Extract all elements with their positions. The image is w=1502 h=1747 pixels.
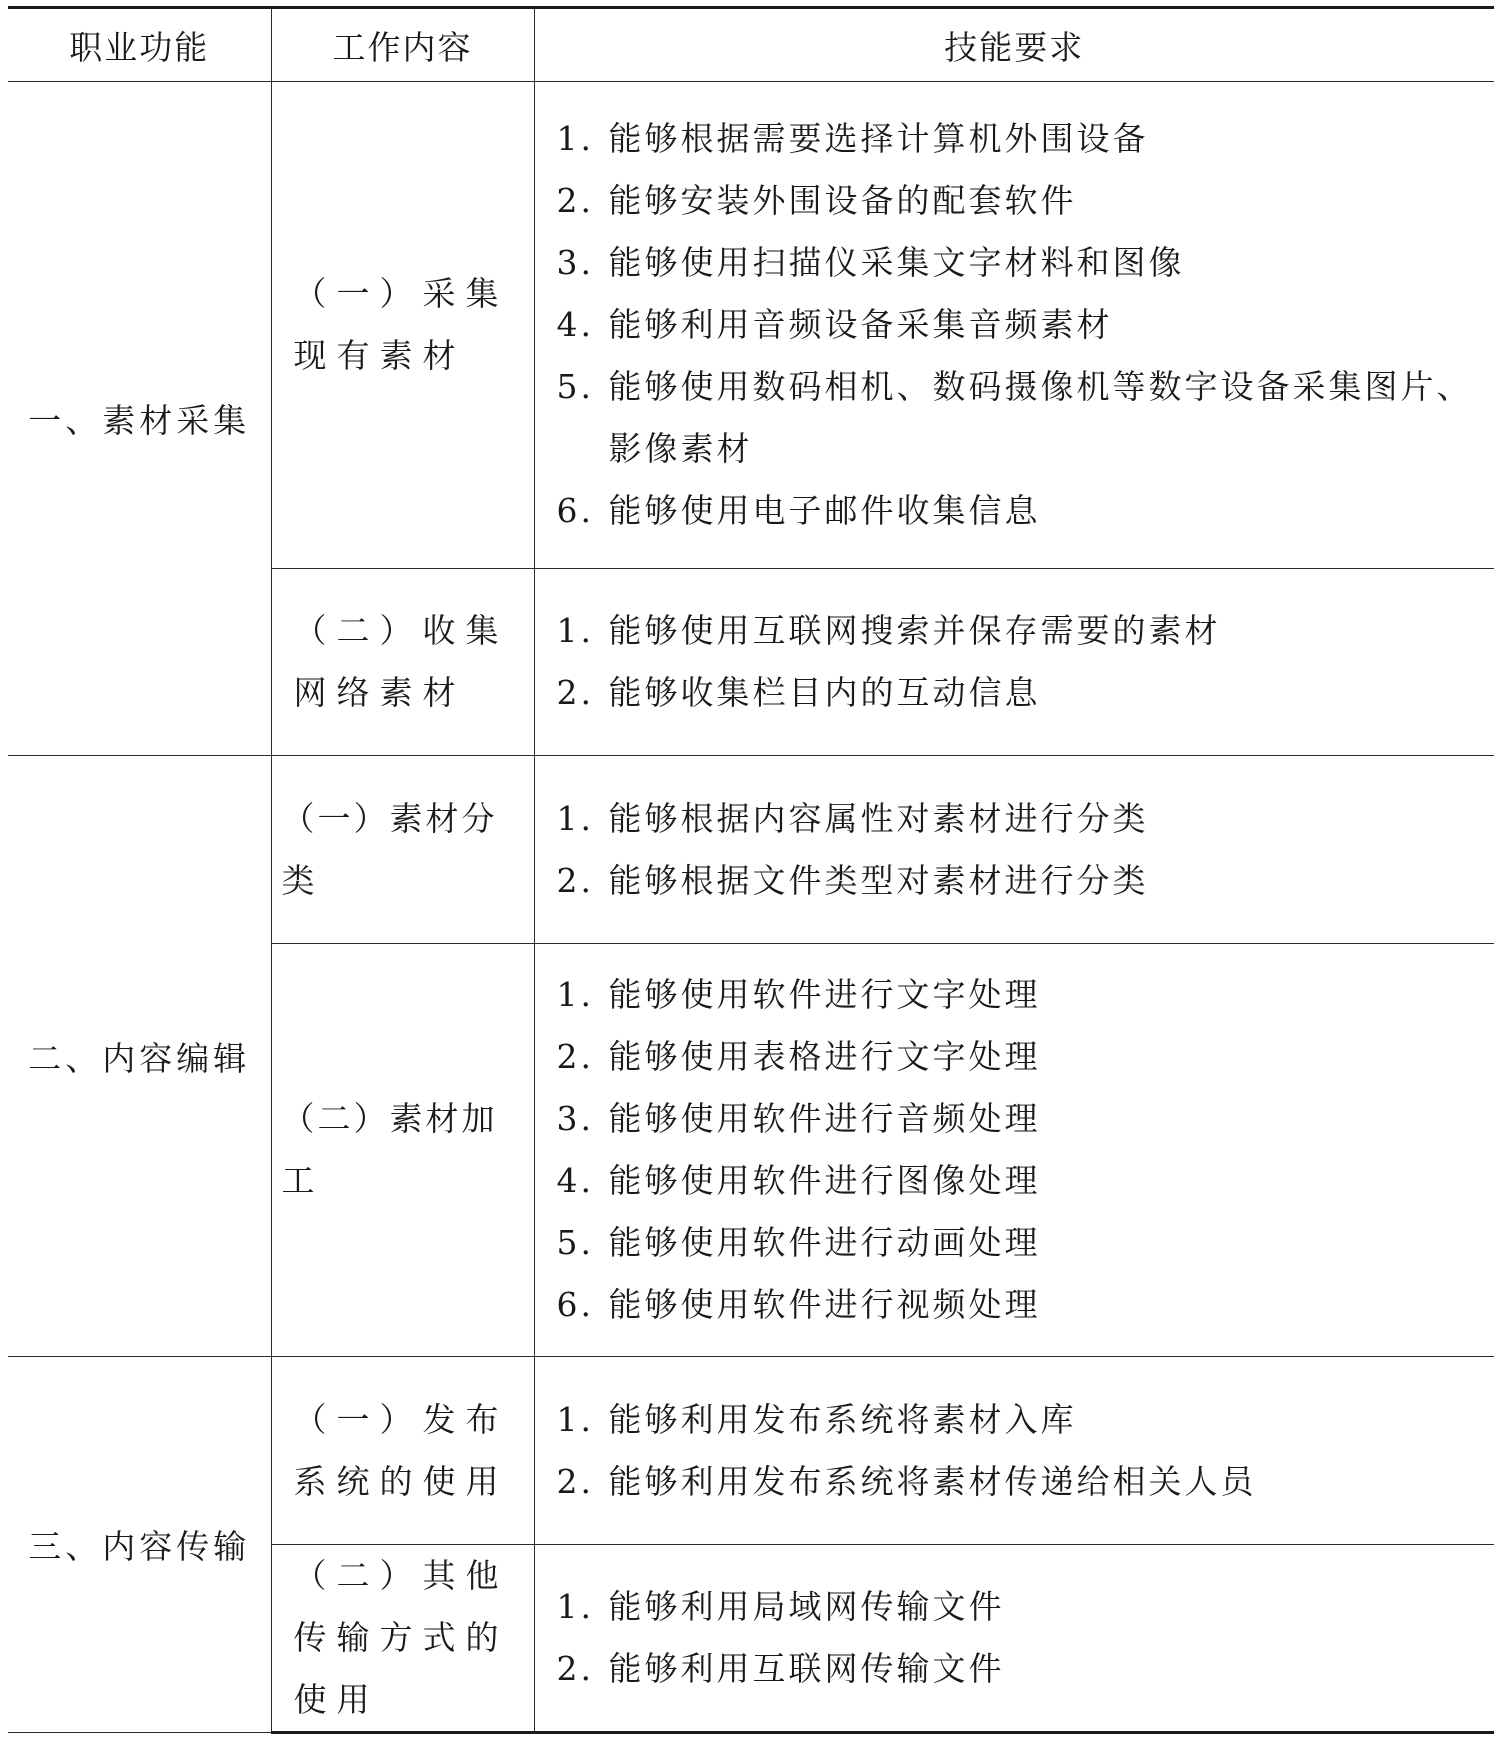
skill-item <box>557 788 1477 850</box>
skill-text: 能够使用软件进行文字处理 <box>608 975 1041 1014</box>
table-row <box>8 1357 1494 1545</box>
function-cell: 二、内容编辑 <box>8 756 271 1357</box>
skill-number: 1. <box>556 611 594 650</box>
work-content-cell: （一）素材分类 <box>271 756 534 944</box>
skill-text: 能够收集栏目内的互动信息 <box>608 673 1041 712</box>
skill-number: 3. <box>556 1099 594 1138</box>
skill-text: 能够利用发布系统将素材传递给相关人员 <box>608 1461 1257 1501</box>
work-content-cell: （一）采集现有素材 <box>271 82 534 569</box>
skill-number: 1. <box>556 798 594 838</box>
table-row <box>8 756 1494 944</box>
skill-number: 2. <box>556 673 594 712</box>
header-skills: 技能要求 <box>534 8 1494 82</box>
skill-item <box>557 1638 1477 1700</box>
skill-text: 能够使用软件进行动画处理 <box>608 1223 1041 1262</box>
skill-item <box>557 170 1477 232</box>
skill-item <box>557 1274 1477 1336</box>
function-cell: 一、素材采集 <box>8 82 271 756</box>
skill-number: 2. <box>556 1037 594 1076</box>
skill-number: 1. <box>556 1587 594 1626</box>
skill-number: 2. <box>556 1649 594 1688</box>
skill-number: 5. <box>556 367 594 406</box>
skill-number: 1. <box>556 119 594 158</box>
skill-item <box>557 964 1477 1026</box>
skill-text: 能够使用表格进行文字处理 <box>608 1037 1041 1076</box>
skill-item <box>557 1088 1477 1150</box>
skill-item <box>557 1389 1477 1451</box>
skill-text: 能够利用互联网传输文件 <box>608 1649 1005 1688</box>
skill-text: 能够利用音频设备采集音频素材 <box>608 305 1113 344</box>
skill-text: 能够利用发布系统将素材入库 <box>608 1399 1077 1439</box>
skill-text: 能够使用数码相机、数码摄像机等数字设备采集图片、影像素材 <box>608 367 1473 468</box>
skill-number: 4. <box>556 305 594 344</box>
table-header-row <box>8 8 1494 82</box>
skill-text: 能够使用软件进行音频处理 <box>608 1099 1041 1138</box>
skill-text: 能够使用扫描仪采集文字材料和图像 <box>608 243 1185 282</box>
skill-number: 5. <box>556 1223 594 1262</box>
skills-cell <box>534 944 1494 1357</box>
skill-number: 2. <box>556 181 594 220</box>
skill-item <box>557 356 1477 480</box>
skill-item <box>557 294 1477 356</box>
header-function: 职业功能 <box>8 8 271 82</box>
skills-cell <box>534 1357 1494 1545</box>
skill-item <box>557 1451 1477 1513</box>
skill-number: 1. <box>556 975 594 1014</box>
skill-text: 能够根据文件类型对素材进行分类 <box>608 860 1149 900</box>
skills-table <box>8 6 1494 1734</box>
skill-text: 能够根据内容属性对素材进行分类 <box>608 798 1149 838</box>
skill-text: 能够安装外围设备的配套软件 <box>608 181 1077 220</box>
table-row <box>8 82 1494 569</box>
skills-cell <box>534 756 1494 944</box>
work-content-cell: （二）其他传输方式的使用 <box>271 1545 534 1733</box>
skill-number: 2. <box>556 860 594 900</box>
skill-item <box>557 480 1477 542</box>
skill-item <box>557 232 1477 294</box>
skill-number: 2. <box>556 1461 594 1501</box>
skill-item <box>557 1150 1477 1212</box>
skill-number: 4. <box>556 1161 594 1200</box>
skill-text: 能够利用局域网传输文件 <box>608 1587 1005 1626</box>
skill-number: 6. <box>556 491 594 530</box>
work-content-cell: （一）发布系统的使用 <box>271 1357 534 1545</box>
skill-item <box>557 1212 1477 1274</box>
skills-cell <box>534 82 1494 569</box>
header-work-content: 工作内容 <box>271 8 534 82</box>
skill-text: 能够使用互联网搜索并保存需要的素材 <box>608 611 1221 650</box>
work-content-cell: （二）素材加工 <box>271 944 534 1357</box>
skill-text: 能够使用电子邮件收集信息 <box>608 491 1041 530</box>
work-content-cell: （二）收集网络素材 <box>271 569 534 756</box>
skill-item <box>557 1576 1477 1638</box>
skills-cell <box>534 1545 1494 1733</box>
skill-number: 3. <box>556 243 594 282</box>
skill-item <box>557 662 1477 724</box>
skill-number: 1. <box>556 1399 594 1439</box>
skill-item <box>557 108 1477 170</box>
function-cell: 三、内容传输 <box>8 1357 271 1733</box>
skill-text: 能够使用软件进行图像处理 <box>608 1161 1041 1200</box>
skill-item <box>557 850 1477 912</box>
skill-text: 能够根据需要选择计算机外围设备 <box>608 119 1149 158</box>
skill-text: 能够使用软件进行视频处理 <box>608 1285 1041 1324</box>
skill-item <box>557 600 1477 662</box>
skill-number: 6. <box>556 1285 594 1324</box>
skill-item <box>557 1026 1477 1088</box>
skills-cell <box>534 569 1494 756</box>
